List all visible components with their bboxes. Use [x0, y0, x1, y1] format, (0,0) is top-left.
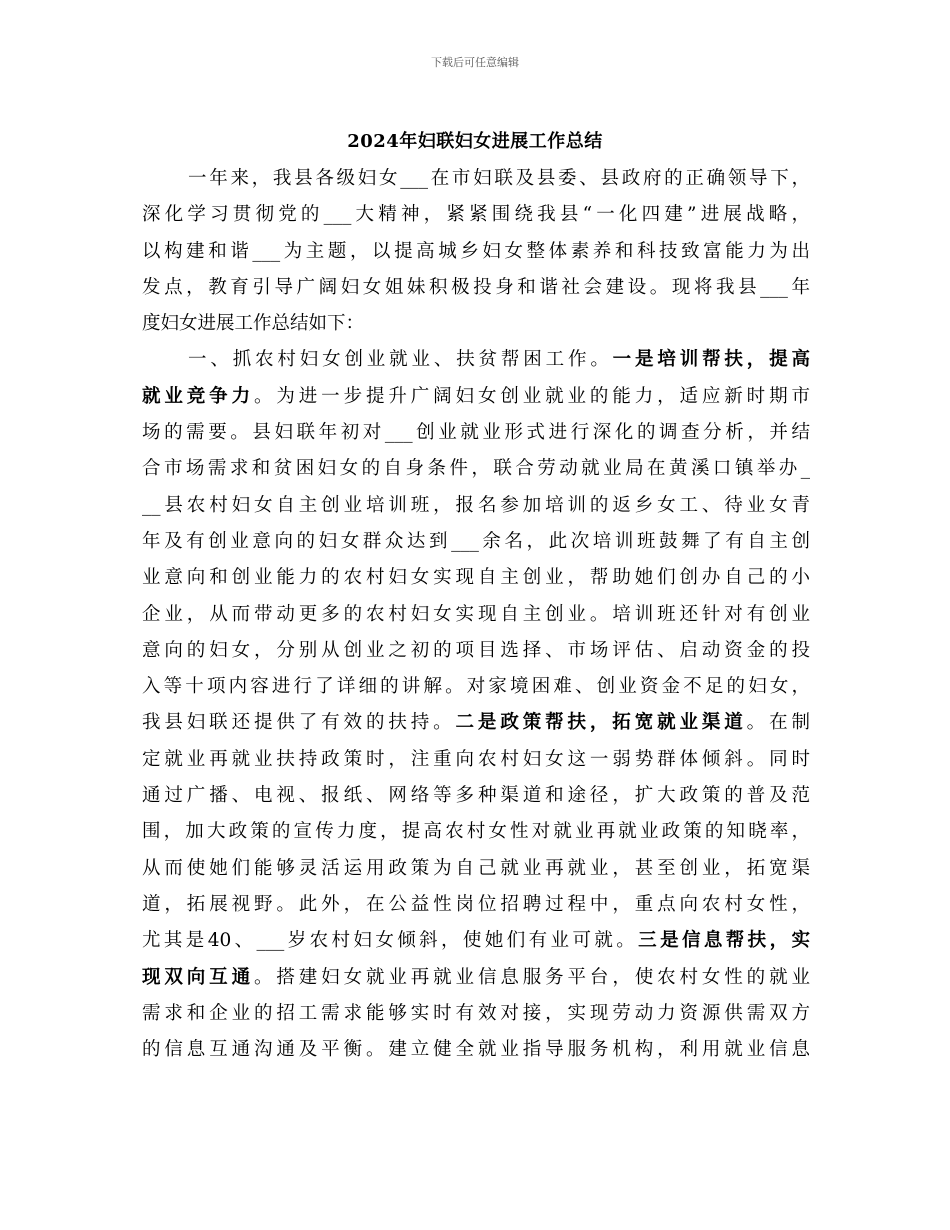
text-run: 。在制 — [746, 712, 810, 734]
header-note: 下载后可任意编辑 — [431, 56, 519, 69]
text-line: 以构建和谐___为主题，以提高城乡妇女整体素养和科技致富能力为出 — [142, 240, 810, 262]
text-line — [142, 705, 810, 741]
bold-phrase: 一是培训帮扶，提高 — [612, 349, 810, 371]
section-heading: 一、抓农村妇女创业就业、扶贫帮困工作。 — [188, 349, 613, 371]
text-line: 意向的妇女，分别从创业之初的项目选择、市场评估、启动资金的投 — [142, 639, 810, 661]
text-line: 企业，从而带动更多的农村妇女实现自主创业。培训班还针对有创业 — [142, 603, 810, 625]
text-line: 发点，教育引导广阔妇女姐妹积极投身和谐社会建设。现将我县___年 — [142, 276, 810, 298]
text-run: 我县妇联还提供了有效的扶持。 — [142, 712, 456, 734]
text-line: 入等十项内容进行了详细的讲解。对家境困难、创业资金不足的妇女， — [142, 676, 810, 698]
text-line — [142, 960, 810, 996]
document-title: 2024年妇联妇女进展工作总结 — [347, 131, 603, 152]
document-body — [142, 161, 810, 1068]
text-line: 一年来，我县各级妇女___在市妇联及县委、县政府的正确领导下， — [188, 168, 810, 189]
text-run: 尤其是40、___岁农村妇女倾斜，使她们有业可就。 — [142, 930, 639, 952]
text-line: __县农村妇女自主创业培训班，报名参加培训的返乡女工、待业女青 — [142, 494, 810, 516]
text-line: 的信息互通沟通及平衡。建立健全就业指导服务机构，利用就业信息 — [142, 1039, 810, 1061]
text-line — [142, 379, 810, 415]
text-line — [142, 923, 810, 959]
text-line: 年及有创业意向的妇女群众达到___余名，此次培训班鼓舞了有自主创 — [142, 530, 810, 552]
text-run: 。搭建妇女就业再就业信息服务平台，使农村女性的就业 — [253, 966, 810, 988]
bold-phrase: 二是政策帮扶，拓宽就业渠道 — [455, 712, 747, 734]
text-line: 业意向和创业能力的农村妇女实现自主创业，帮助她们创办自己的小 — [142, 567, 810, 589]
text-line — [142, 342, 810, 378]
bold-phrase: 就业竞争力 — [142, 385, 254, 407]
text-line: 度妇女进展工作总结如下： — [142, 313, 365, 335]
text-line: 道，拓展视野。此外，在公益性岗位招聘过程中，重点向农村女性， — [142, 893, 810, 915]
text-line: 围，加大政策的宣传力度，提高农村女性对就业再就业政策的知晓率， — [142, 821, 810, 843]
paragraph-intro — [142, 161, 810, 342]
text-line: 场的需要。县妇联年初对___创业就业形式进行深化的调查分析，并结 — [142, 422, 810, 444]
text-line: 需求和企业的招工需求能够实时有效对接，实现劳动力资源供需双方 — [142, 1002, 810, 1024]
paragraph-section-1 — [142, 342, 810, 1068]
bold-phrase: 现双向互通 — [142, 966, 254, 988]
bold-phrase: 三是信息帮扶，实 — [638, 930, 810, 952]
text-line: 定就业再就业扶持政策时，注重向农村妇女这一弱势群体倾斜。同时 — [142, 748, 810, 770]
text-run: 。为进一步提升广阔妇女创业就业的能力，适应新时期市 — [253, 385, 810, 407]
text-line: 从而使她们能够灵活运用政策为自己就业再就业，甚至创业，拓宽渠 — [142, 857, 810, 879]
text-line: 深化学习贯彻党的___大精神，紧紧围绕我县“一化四建”进展战略， — [142, 204, 810, 226]
text-line: 通过广播、电视、报纸、网络等多种渠道和途径，扩大政策的普及范 — [142, 785, 810, 807]
text-line: 合市场需求和贫困妇女的自身条件，联合劳动就业局在黄溪口镇举办_ — [142, 458, 810, 480]
